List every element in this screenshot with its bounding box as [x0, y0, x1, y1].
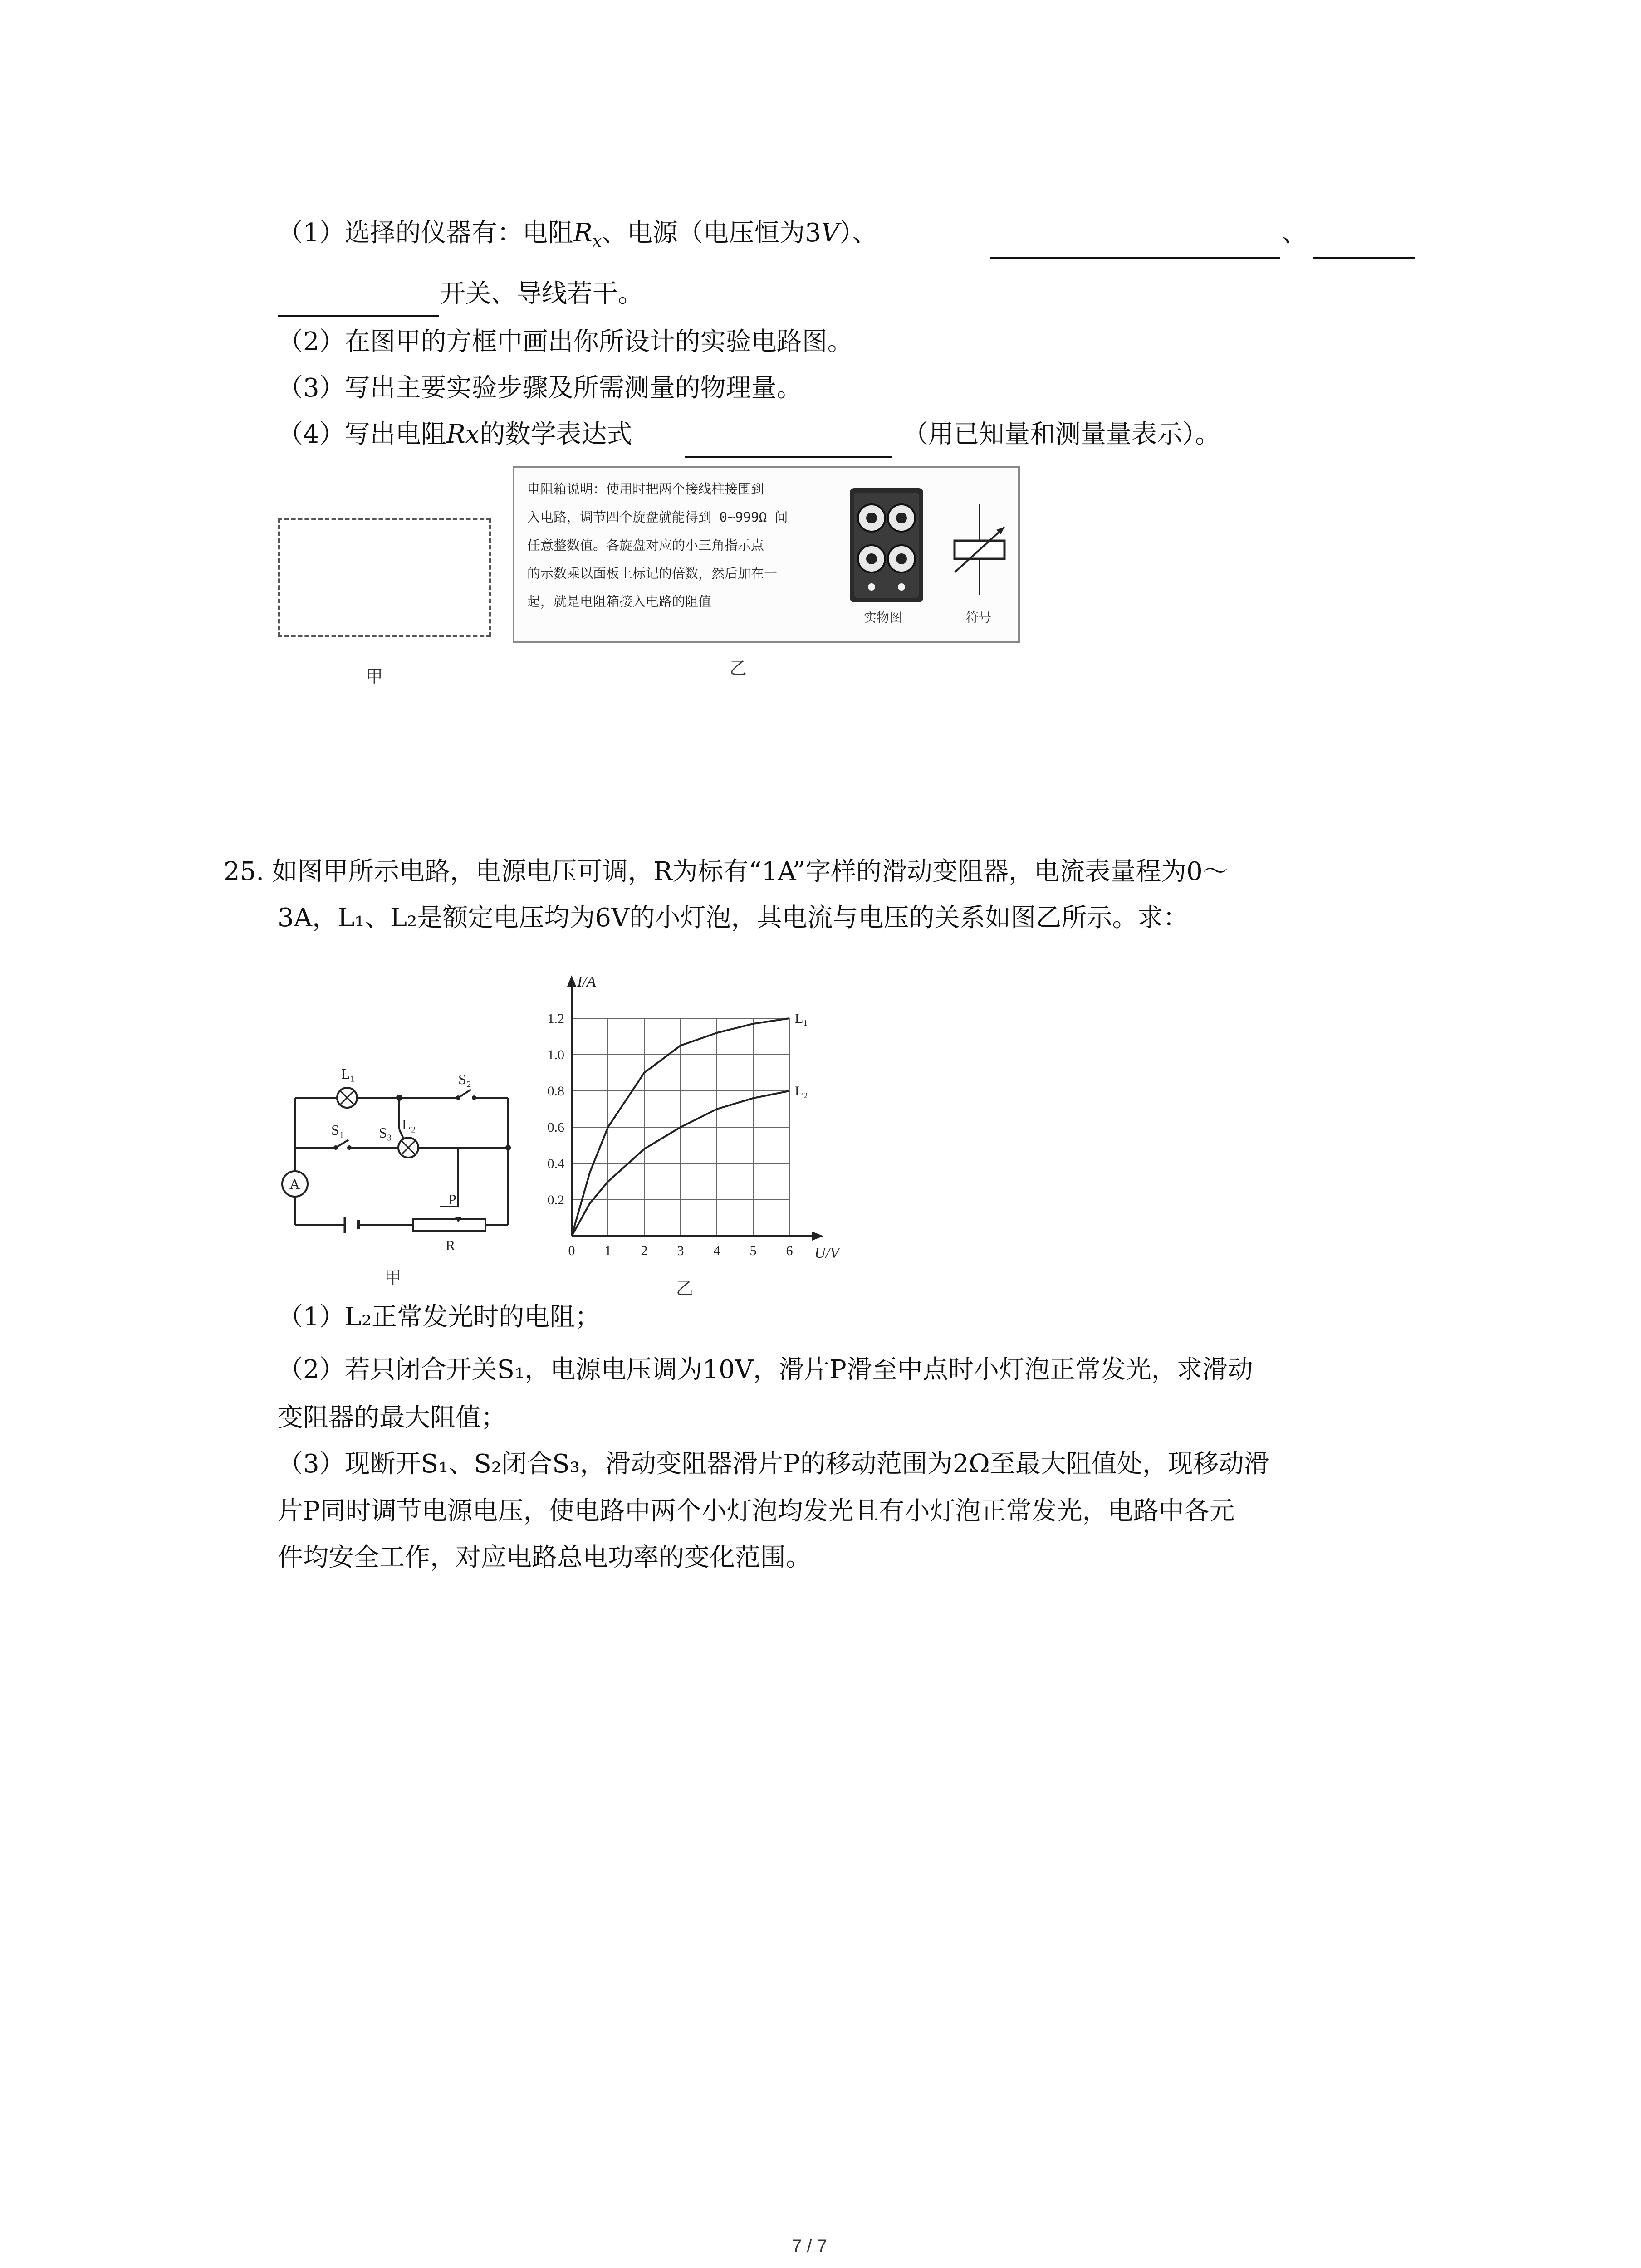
box-line-2: 入电路，调节四个旋盘就能得到 0~999Ω 间 [527, 509, 788, 525]
y-tick-label: 1.2 [547, 1011, 564, 1026]
answer-blank-instrument-2-cont[interactable] [278, 315, 439, 317]
box-line-1: 电阻箱说明：使用时把两个接线柱接围到 [527, 481, 764, 497]
iu-chart [535, 946, 898, 1272]
circuit-drawing-frame[interactable] [278, 518, 491, 637]
q25-part2-b: 变阻器的最大阻值； [278, 1403, 506, 1432]
x-tick-label: 3 [677, 1243, 684, 1258]
y-axis-label: I/A [577, 973, 596, 990]
label-s3: S₃ [379, 1124, 392, 1141]
page-number: 7 / 7 [792, 2236, 827, 2256]
box-line-3: 任意整数值。各旋盘对应的小三角指示点 [527, 538, 764, 553]
box-label-symbol: 符号 [966, 610, 992, 625]
volt-unit: V [821, 218, 840, 248]
q24-part4-text-b: 的数学表达式 [480, 420, 632, 449]
y-tick-label: 1.0 [547, 1047, 564, 1062]
box-line-4: 的示数乘以面板上标记的倍数，然后加在一 [527, 566, 778, 581]
resistor-var: R [573, 218, 593, 248]
answer-blank-expression[interactable] [685, 456, 892, 458]
q24-part1-line2 [440, 278, 643, 310]
q24-part4-text-c: （用已知量和测量量表示）。 [903, 420, 1220, 449]
q24-part2: （2）在图甲的方框中画出你所设计的实验电路图。 [278, 327, 853, 357]
label-slider-p: P [448, 1191, 456, 1207]
y-tick-label: 0.4 [547, 1156, 564, 1171]
y-tick-label: 0.6 [547, 1120, 564, 1135]
x-tick-label: 6 [786, 1243, 793, 1258]
x-tick-label: 1 [604, 1243, 612, 1258]
x-tick-label: 0 [568, 1243, 575, 1258]
q24-part1-line1 [278, 217, 877, 258]
q25-part3-a: （3）现断开S₁、S₂闭合S₃，滑动变阻器滑片P的移动范围为2Ω至最大阻值处，现移动滑 [278, 1449, 1269, 1479]
q25-part3-c: 件均安全工作，对应电路总电功率的变化范围。 [278, 1543, 811, 1572]
resistance-box-photo-icon [848, 486, 925, 604]
rx-var: Rx [446, 420, 480, 449]
q24-part1-text-d: 开关、导线若干。 [440, 279, 643, 308]
q24-part4-text-a: （4）写出电阻 [278, 420, 446, 449]
q25-line-1: 25. 如图甲所示电路，电源电压可调，R为标有“1A”字样的滑动变阻器，电流表量程为0～ [224, 857, 1228, 886]
label-l1: L₁ [341, 1066, 355, 1082]
label-ammeter: A [289, 1176, 300, 1192]
box-line-5: 起，就是电阻箱接入电路的阻值 [527, 594, 712, 609]
chart-caption: 乙 [676, 1279, 694, 1299]
figure-a-caption: 甲 [366, 666, 383, 686]
q25-part2-a: （2）若只闭合开关S₁，电源电压调为10V，滑片P滑至中点时小灯泡正常发光，求滑动 [278, 1355, 1253, 1384]
q24-part1-text-c: ）、 [839, 218, 878, 248]
q24-part1-separator: 、 [1282, 218, 1307, 248]
x-axis-label: U/V [814, 1245, 839, 1261]
circuit-caption: 甲 [384, 1268, 402, 1288]
lamp-l1-icon [337, 1088, 357, 1108]
q24-part3: （3）写出主要实验步骤及所需测量的物理量。 [278, 373, 802, 403]
x-tick-label: 2 [641, 1243, 648, 1258]
lamp-l2-icon [398, 1138, 418, 1158]
answer-blank-instrument-1[interactable] [990, 257, 1280, 259]
label-s2: S₂ [458, 1071, 471, 1087]
series-label-2: L₂ [795, 1084, 808, 1099]
x-tick-label: 5 [749, 1243, 757, 1258]
resistance-box-panel [513, 466, 1020, 643]
answer-blank-instrument-2[interactable] [1313, 257, 1415, 259]
q25-line-2: 3A，L₁、L₂是额定电压均为6V的小灯泡，其电流与电压的关系如图乙所示。求： [278, 903, 1189, 933]
q24-part4 [278, 418, 632, 451]
label-rheostat-r: R [446, 1237, 456, 1253]
x-tick-label: 4 [713, 1243, 720, 1258]
label-l2: L₂ [402, 1116, 416, 1133]
label-s1: S₁ [331, 1122, 344, 1138]
y-axis-arrow-icon [567, 975, 576, 987]
q24-part1-text-a: （1）选择的仪器有：电阻 [278, 218, 573, 248]
figure-b-caption: 乙 [730, 658, 747, 678]
q25-part3-b: 片P同时调节电源电压，使电路中两个小灯泡均发光且有小灯泡正常发光，电路中各元 [278, 1496, 1235, 1526]
series-label-1: L₁ [795, 1011, 808, 1026]
circuit-diagram [268, 1048, 526, 1256]
resistor-sub: x [592, 232, 602, 251]
box-label-photo: 实物图 [864, 610, 902, 625]
y-tick-label: 0.2 [547, 1193, 564, 1207]
q24-part1-text-b: 、电源（电压恒为3 [602, 218, 821, 248]
q25-part1: （1）L₂正常发光时的电阻； [278, 1302, 601, 1332]
y-tick-label: 0.8 [547, 1084, 564, 1099]
resistance-box-symbol-icon [945, 504, 1014, 595]
x-axis-arrow-icon [812, 1232, 823, 1241]
rheostat-icon [413, 1219, 485, 1231]
